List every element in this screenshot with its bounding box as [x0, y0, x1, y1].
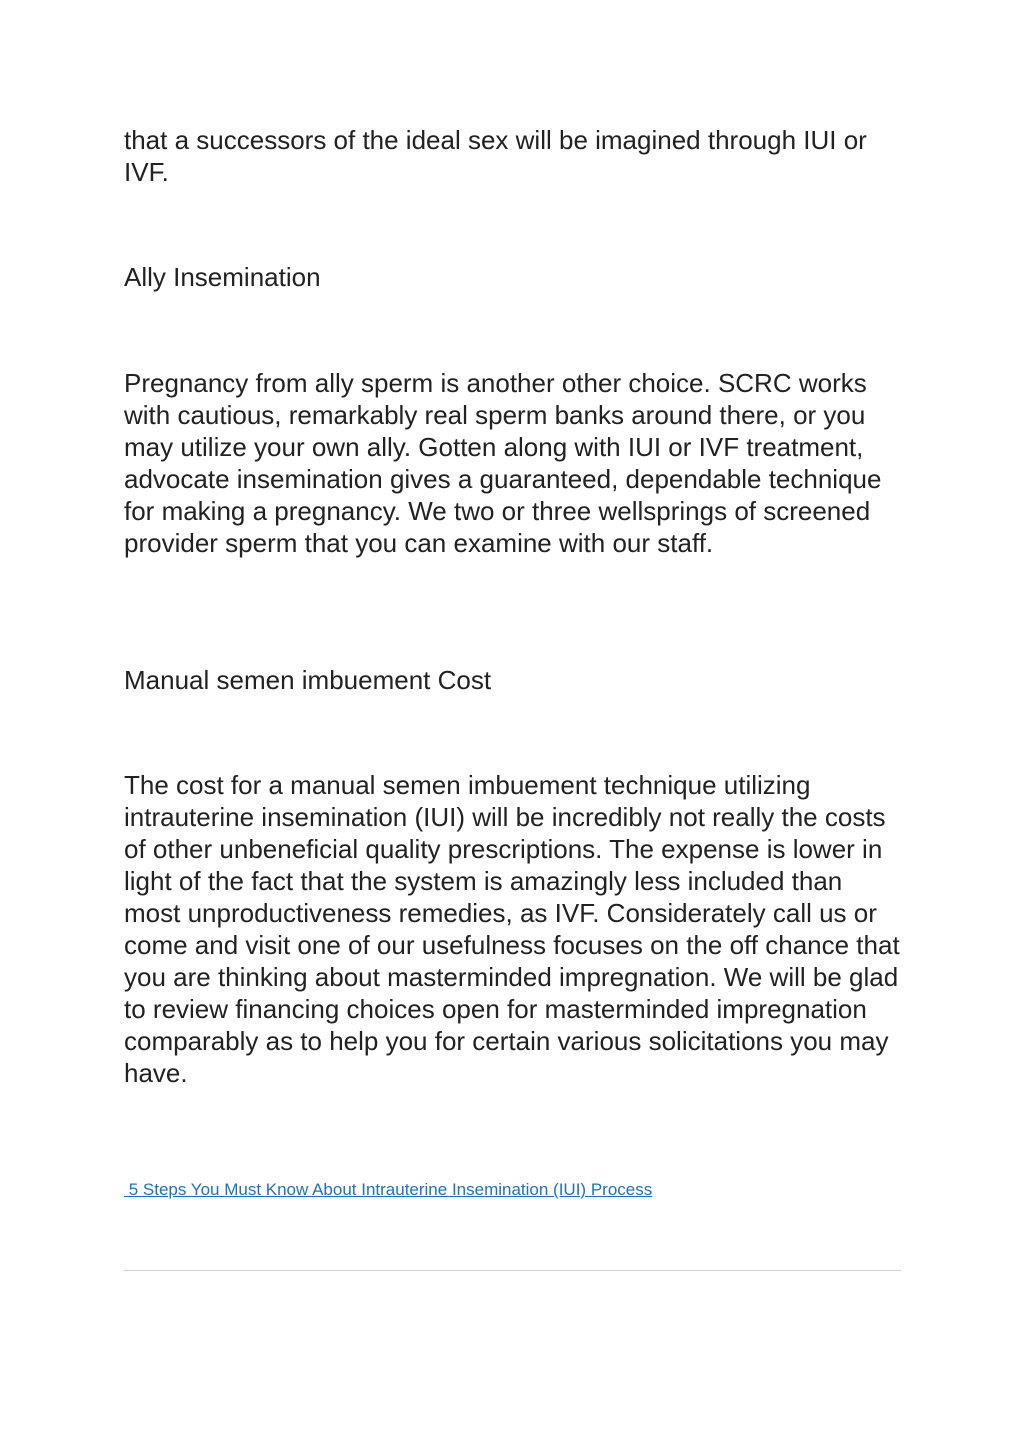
paragraph-cost: The cost for a manual semen imbuement technique utilizing intrauterine insemination (IUI) will be incredibly not really the costs of other unbeneficial quality prescriptions. The expense is lower in light of the fact that the system is amazingly less included than most unproductiveness remedies, as IVF. Considerately call us or come and visit one of our usefulness focuses on the off chance that you are thinking about masterminded impregnation. We will be glad to review financing choices open for masterminded impregnation comparably as to help you for certain various solicitations you may have.: [124, 770, 900, 1088]
section-heading-cost: Manual semen imbuement Cost: [124, 665, 492, 695]
iui-steps-link[interactable]: 5 Steps You Must Know About Intrauterine Insemination (IUI) Process: [124, 1180, 653, 1199]
section-heading-ally-insemination: Ally Insemination: [124, 262, 321, 292]
paragraph-intro: that a successors of the ideal sex will be imagined through IUI or IVF.: [124, 125, 867, 187]
paragraph-ally-insemination: Pregnancy from ally sperm is another other choice. SCRC works with cautious, remarkably real sperm banks around there, or you may utilize your own ally. Gotten along with IUI or IVF treatment, advocate insemination gives a guaranteed, dependable technique for making a pregnancy. We two or three wellsprings of screened provider sperm that you can examine with our staff.: [124, 368, 882, 558]
divider: [124, 1270, 901, 1271]
